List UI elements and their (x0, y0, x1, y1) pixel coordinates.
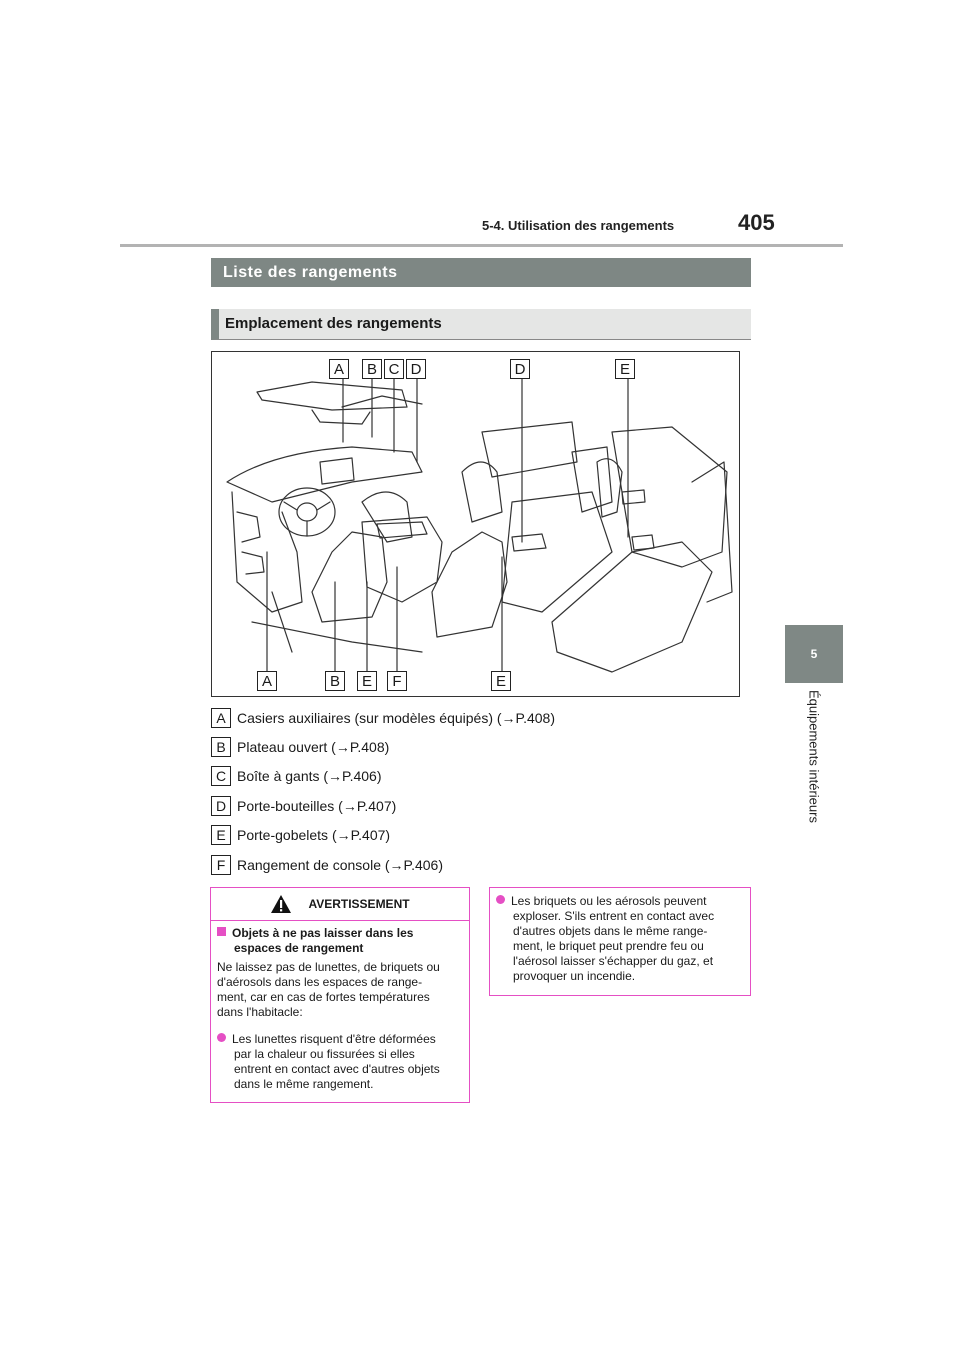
legend-key: C (211, 766, 231, 786)
legend-text: Casiers auxiliaires (sur modèles équipés) (→P.408) (237, 710, 555, 726)
legend-item-b (211, 736, 389, 758)
figure-label-bottom-f: F (387, 671, 407, 691)
warning-icon (270, 894, 292, 914)
legend-key: E (211, 825, 231, 845)
figure-label-bottom-e2: E (491, 671, 511, 691)
legend-key: A (211, 708, 231, 728)
figure-label-bottom-b: B (325, 671, 345, 691)
warning-bullet-glasses: Les lunettes risquent d'être déformées par la chaleur ou fissurées si elles entrent en contact avec d'autres objets dans le même rangement. (217, 1032, 440, 1092)
legend-text: Rangement de console (→P.406) (237, 857, 443, 873)
warning-box (210, 887, 470, 1103)
subsection-title: Emplacement des rangements (211, 309, 751, 340)
interior-storage-figure (211, 351, 740, 697)
legend-key: F (211, 855, 231, 875)
legend-text: Porte-bouteilles (→P.407) (237, 798, 397, 814)
legend-item-d (211, 795, 396, 817)
figure-label-top-e: E (615, 359, 635, 379)
legend-item-f (211, 854, 443, 876)
legend-item-c (211, 765, 382, 787)
legend-text: Porte-gobelets (→P.407) (237, 827, 391, 843)
legend-key: D (211, 796, 231, 816)
square-bullet-icon (217, 927, 226, 936)
legend-text: Boîte à gants (→P.406) (237, 768, 382, 784)
figure-label-top-d1: D (406, 359, 426, 379)
figure-label-top-b: B (362, 359, 382, 379)
header-divider (120, 244, 843, 247)
warning-title: AVERTISSEMENT (308, 896, 410, 911)
section-title: Liste des rangements (211, 258, 751, 287)
figure-label-top-d2: D (510, 359, 530, 379)
chapter-title: Équipements intérieurs (806, 690, 822, 823)
legend-text: Plateau ouvert (→P.408) (237, 739, 390, 755)
legend-item-a (211, 707, 555, 729)
warning-body: Ne laissez pas de lunettes, de briquets ou d'aérosols dans les espaces de range- ment, car en cas de fortes températures dans l'habitacle: (217, 960, 440, 1019)
bullet-icon (217, 1033, 226, 1042)
warning-box-continued (489, 887, 751, 996)
bullet-icon (496, 895, 505, 904)
chapter-tab (785, 625, 843, 683)
warning-heading: Objets à ne pas laisser dans les espaces de rangement (217, 926, 413, 956)
warning-header (211, 888, 469, 921)
car-interior-illustration (212, 352, 739, 696)
warning-bullet-lighters: Les briquets ou les aérosols peuvent exploser. S'ils entrent en contact avec d'autres objets dans le même range- ment, le briquet peut prendre feu ou l'aérosol laisser s'échapper du gaz, et provoquer un incendie. (496, 894, 714, 984)
figure-label-bottom-e: E (357, 671, 377, 691)
page-number: 405 (738, 210, 775, 235)
chapter-number: 5 (810, 647, 818, 661)
figure-label-top-a: A (329, 359, 349, 379)
section-header: 5-4. Utilisation des rangements (482, 218, 675, 233)
figure-label-top-c: C (384, 359, 404, 379)
legend-key: B (211, 737, 231, 757)
figure-label-bottom-a: A (257, 671, 277, 691)
legend-item-e (211, 824, 390, 846)
